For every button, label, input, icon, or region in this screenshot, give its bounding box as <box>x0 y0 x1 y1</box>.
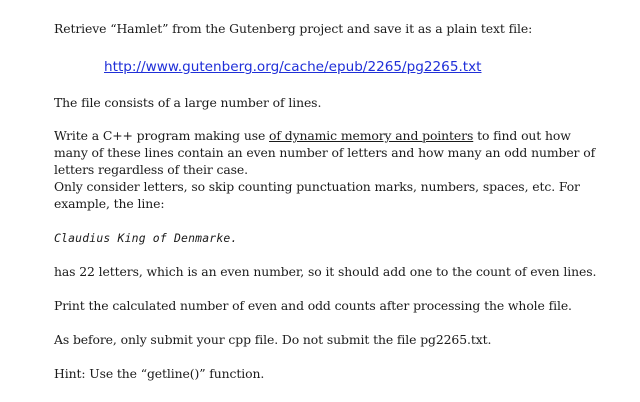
hint-paragraph: Hint: Use the “getline()” function. <box>54 366 265 381</box>
lines-note-paragraph: The file consists of a large number of lines. <box>54 95 322 110</box>
task-line-5: example, the line: <box>54 196 165 211</box>
task-line-2: many of these lines contain an even number of letters and how many an odd number of <box>54 145 596 160</box>
task-line-3: letters regardless of their case. <box>54 162 248 177</box>
dynamic-memory-emphasis: of dynamic memory and pointers <box>269 128 474 143</box>
task-text-before: Write a C++ program making use <box>54 128 270 143</box>
task-line-4: Only consider letters, so skip counting punctuation marks, numbers, spaces, etc. For <box>54 179 580 194</box>
gutenberg-link[interactable]: http://www.gutenberg.org/cache/epub/2265/pg2265.txt <box>104 59 482 75</box>
intro-paragraph: Retrieve “Hamlet” from the Gutenberg project and save it as a plain text file: <box>54 21 533 36</box>
task-text-after: to find out how <box>473 128 571 143</box>
task-line-1 <box>54 128 571 144</box>
submit-instruction-paragraph: As before, only submit your cpp file. Do not submit the file pg2265.txt. <box>54 332 492 347</box>
code-example: Claudius King of Denmarke. <box>54 231 238 245</box>
print-instruction-paragraph: Print the calculated number of even and odd counts after processing the whole file. <box>54 298 572 313</box>
explanation-paragraph: has 22 letters, which is an even number, so it should add one to the count of even lines. <box>54 264 597 279</box>
